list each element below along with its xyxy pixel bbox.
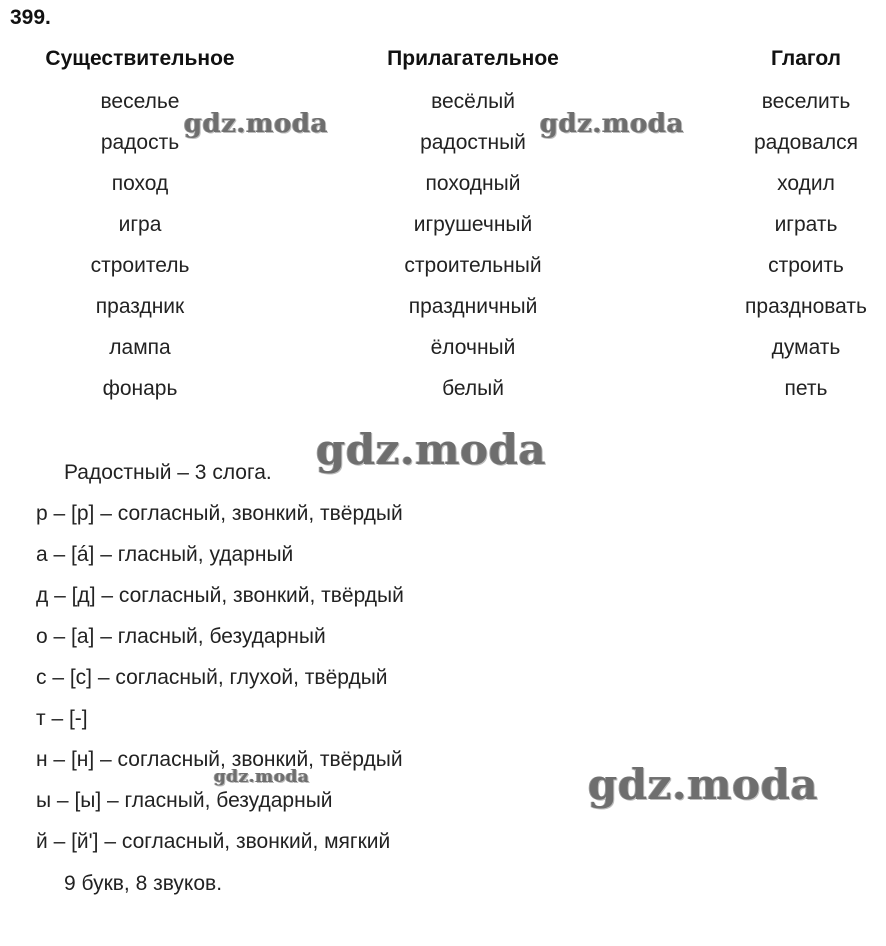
adjective-word: строительный	[404, 254, 542, 277]
analysis-line: р – [р] – согласный, звонкий, твёрдый	[36, 502, 403, 525]
adjective-word: походный	[425, 172, 521, 195]
adjective-word: игрушечный	[413, 213, 533, 236]
analysis-intro: Радостный – 3 слога.	[64, 461, 272, 484]
analysis-line: д – [д] – согласный, звонкий, твёрдый	[36, 584, 404, 607]
column-header-verb: Глагол	[771, 47, 841, 70]
noun-word: строитель	[90, 254, 190, 277]
adjective-word: весёлый	[431, 90, 515, 113]
verb-word: веселить	[761, 90, 851, 113]
analysis-line: с – [с] – согласный, глухой, твёрдый	[36, 666, 388, 689]
verb-word: петь	[784, 377, 828, 400]
verb-word: праздновать	[745, 295, 867, 318]
adjective-word: радостный	[420, 131, 526, 154]
adjective-word: белый	[442, 377, 504, 400]
verb-word: ходил	[777, 172, 835, 195]
verb-word: радовался	[753, 131, 859, 154]
analysis-line: т – [-]	[36, 707, 88, 730]
noun-word: поход	[111, 172, 169, 195]
watermark: gdz.moda	[316, 425, 547, 474]
adjective-word: ёлочный	[430, 336, 516, 359]
watermark: gdz.moda	[540, 109, 685, 139]
noun-word: лампа	[109, 336, 171, 359]
watermark: gdz.moda	[588, 760, 819, 809]
watermark: gdz.moda	[214, 767, 310, 787]
watermark: gdz.moda	[184, 109, 329, 139]
noun-word: игра	[118, 213, 162, 236]
analysis-line: й – [й'] – согласный, звонкий, мягкий	[36, 830, 391, 853]
noun-word: праздник	[95, 295, 185, 318]
exercise-number: 399.	[10, 6, 51, 29]
analysis-line: а – [á] – гласный, ударный	[36, 543, 294, 566]
analysis-summary: 9 букв, 8 звуков.	[64, 872, 223, 895]
verb-word: думать	[771, 336, 841, 359]
column-header-noun: Существительное	[45, 47, 235, 70]
noun-word: веселье	[100, 90, 180, 113]
analysis-line: ы – [ы] – гласный, безударный	[36, 789, 333, 812]
adjective-word: праздничный	[408, 295, 538, 318]
column-header-adjective: Прилагательное	[387, 47, 559, 70]
noun-word: фонарь	[102, 377, 178, 400]
analysis-line: о – [а] – гласный, безударный	[36, 625, 326, 648]
verb-word: строить	[768, 254, 844, 277]
analysis-line: н – [н] – согласный, звонкий, твёрдый	[36, 748, 403, 771]
verb-word: играть	[774, 213, 838, 236]
noun-word: радость	[100, 131, 180, 154]
